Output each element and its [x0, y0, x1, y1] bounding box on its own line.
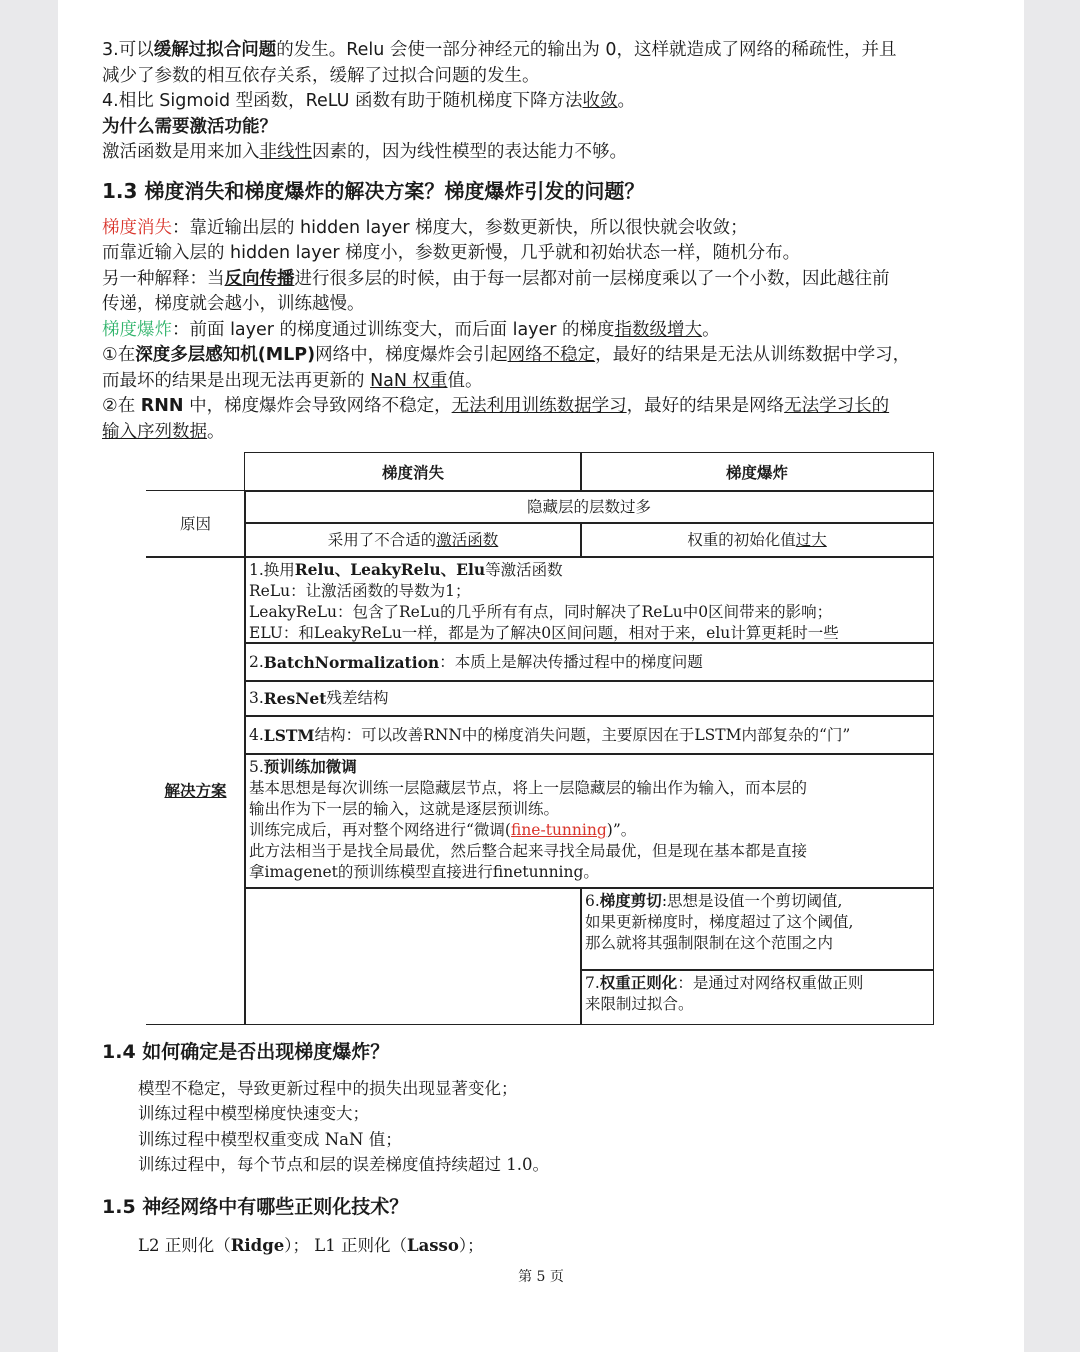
bold-text: Relu、LeakyRelu、Elu — [294, 560, 486, 579]
text: 3.可以 — [102, 40, 154, 60]
text: ELU：和LeakyReLu一样，都是为了解决0区间问题，相对于来，elu计算更耗时一些 — [249, 624, 839, 642]
case-1 — [102, 343, 982, 369]
link-too-large[interactable]: 过大 — [795, 530, 827, 549]
cause-shared: 隐藏层的层数过多 — [244, 490, 934, 524]
header-explode: 梯度爆炸 — [580, 452, 934, 492]
link-sequence-data[interactable]: 输入序列数据 — [102, 421, 207, 442]
section-heading-1-4: 1.4 如何确定是否出现梯度爆炸？ — [102, 1041, 390, 1063]
solution-3 — [244, 680, 934, 717]
link-exponential[interactable]: 指数级增大 — [614, 319, 703, 340]
text: 网络中，梯度爆炸会引起 — [315, 345, 508, 365]
link-long-input[interactable]: 无法学习长的 — [784, 396, 890, 416]
text: 中，梯度爆炸会导致网络不稳定， — [183, 396, 452, 416]
text: 进行很多层的时候，由于每一层都对前一层梯度乘以了一个小数，因此越往前 — [294, 268, 890, 289]
explode-label: 梯度爆炸 — [102, 319, 172, 340]
solution-6 — [580, 887, 934, 971]
link-nan-weight[interactable]: NaN 权重 — [370, 370, 448, 391]
cause-vanish — [244, 522, 582, 558]
bold-text: 预训练加微调 — [263, 757, 357, 776]
vanish-line-4: 传递，梯度就会越小，训练越慢。 — [102, 294, 365, 314]
solution-2 — [244, 642, 934, 682]
solution-label — [146, 556, 246, 1025]
text: 7. — [585, 974, 600, 992]
page-number: 第 5 页 — [518, 1269, 564, 1285]
cause-label: 原因 — [146, 490, 246, 558]
section-1-5 — [102, 1195, 982, 1258]
text: 4.相比 Sigmoid 型函数，ReLU 函数有助于随机梯度下降方法 — [102, 91, 583, 111]
list-item: 训练过程中，每个节点和层的误差梯度值持续超过 1.0。 — [138, 1155, 549, 1174]
para-4 — [102, 89, 982, 115]
text: ②在 — [102, 396, 141, 416]
text: ：前面 layer 的梯度通过训练变大，而后面 layer 的梯度 — [172, 319, 615, 340]
document-page — [58, 0, 1024, 1352]
list-item: 模型不稳定，导致更新过程中的损失出现显著变化； — [138, 1078, 518, 1098]
bold-text: Ridge — [230, 1235, 285, 1255]
text: LeakyReLu：包含了ReLu的几乎所有有点，同时解决了ReLu中0区间带来的影响； — [249, 603, 833, 621]
bold-text: 权重正则化 — [599, 973, 678, 992]
link-nonlinear[interactable]: 非线性 — [259, 142, 312, 162]
solution-4 — [244, 715, 934, 755]
bold-text: 缓解过拟合问题 — [153, 40, 277, 60]
text: 值。 — [447, 370, 483, 391]
case-2-cont — [102, 420, 982, 446]
text: ：是通过对网络权重做正则 — [677, 974, 864, 992]
comparison-table — [146, 452, 934, 1025]
text: 的发生。Relu 会使一部分神经元的输出为 0，这样就造成了网络的稀疏性，并且 — [276, 40, 897, 60]
text: 残差结构 — [326, 689, 389, 707]
list-item: 训练过程中模型梯度快速变大； — [138, 1104, 369, 1123]
para-3-cont: 减少了参数的相互依存关系，缓解了过拟合问题的发生。 — [102, 65, 540, 86]
text: ，最好的结果是无法从训练数据中学习， — [595, 345, 911, 365]
text: 采用了不合适的 — [327, 530, 437, 549]
text: 等激活函数 — [485, 561, 563, 579]
text: 3. — [249, 689, 264, 707]
check-list — [102, 1076, 982, 1178]
solution-1 — [244, 556, 934, 644]
text: ReLu：让激活函数的导数为1； — [249, 582, 471, 600]
list-item: 训练过程中模型权重变成 NaN 值； — [138, 1129, 402, 1149]
text: 结构：可以改善RNN中的梯度消失问题，主要原因在于LSTM内部复杂的“门” — [314, 725, 851, 744]
cause-explode — [580, 522, 934, 558]
bold-text: LSTM — [263, 725, 315, 745]
text: 激活函数是用来加入 — [102, 142, 260, 162]
bold-text: RNN — [140, 396, 184, 416]
question-title: 为什么需要激活功能？ — [102, 116, 277, 137]
text: 6. — [585, 892, 600, 910]
solution-7 — [580, 969, 934, 1025]
regularization-line — [102, 1233, 982, 1259]
text: )”。 — [606, 821, 637, 839]
vanish-line — [102, 216, 982, 242]
section-heading-1-5: 1.5 神经网络中有哪些正则化技术？ — [102, 1196, 409, 1218]
question-answer — [102, 140, 982, 166]
solution-label-text: 解决方案 — [164, 781, 227, 800]
text: 基本思想是每次训练一层隐藏层节点，将上一层隐藏层的输出作为输入，而本层的 — [249, 779, 808, 797]
text: ：靠近输出层的 hidden layer 梯度大，参数更新快，所以很快就会收敛； — [172, 217, 748, 238]
text: 输出作为下一层的输入，这就是逐层预训练。 — [249, 800, 560, 818]
link-cannot-learn[interactable]: 无法利用训练数据学习 — [451, 396, 627, 416]
solution-5 — [244, 753, 934, 889]
vanish-label: 梯度消失 — [102, 217, 172, 238]
bold-text: Lasso — [406, 1235, 459, 1255]
section-heading-1-3: 1.3 梯度消失和梯度爆炸的解决方案？梯度爆炸引发的问题？ — [102, 178, 645, 203]
text: 。 — [617, 91, 636, 111]
text: 那么就将其强制限制在这个范围之内 — [585, 934, 834, 952]
link-backprop[interactable]: 反向传播 — [224, 268, 295, 289]
link-activation[interactable]: 激活函数 — [436, 530, 499, 549]
text: 5. — [249, 758, 264, 776]
para-3 — [102, 38, 982, 64]
text: 拿imagenet的预训练模型直接进行finetunning。 — [249, 863, 599, 881]
empty-cell — [244, 887, 582, 1025]
vanish-line-2: 而靠近输入层的 hidden layer 梯度小，参数更新慢，几乎就和初始状态一样，随机分布。 — [102, 243, 801, 263]
case-1-cont — [102, 369, 982, 395]
link-convergence[interactable]: 收敛 — [582, 91, 618, 111]
text: 如果更新梯度时，梯度超过了这个阈值, — [585, 913, 854, 931]
link-unstable[interactable]: 网络不稳定 — [507, 345, 596, 365]
text: 4. — [249, 725, 264, 744]
text: ①在 — [102, 345, 136, 365]
bold-text: 深度多层感知机(MLP) — [135, 345, 316, 365]
bold-text: 梯度剪切 — [599, 891, 662, 910]
text: ：本质上是解决传播过程中的梯度问题 — [439, 652, 703, 671]
text: 因素的，因为线性模型的表达能力不够。 — [312, 142, 627, 162]
text: 来限制过拟合。 — [585, 995, 694, 1013]
text: 另一种解释：当 — [102, 268, 225, 289]
link-fine-tuning[interactable]: fine-tunning — [510, 821, 607, 839]
text: 2. — [249, 652, 264, 671]
bold-text: ResNet — [263, 689, 327, 708]
header-vanish: 梯度消失 — [244, 452, 582, 492]
text: L2 正则化（ — [138, 1235, 231, 1255]
text: 。 — [207, 421, 225, 442]
text: 。 — [702, 319, 720, 340]
section-1-4 — [102, 1040, 982, 1178]
page-content — [102, 38, 982, 445]
vanish-line-3 — [102, 267, 982, 293]
text: ）； — [458, 1235, 484, 1255]
text: 权重的初始化值 — [687, 530, 796, 549]
text: 1.换用 — [249, 561, 295, 579]
case-2 — [102, 394, 982, 420]
bold-text: BatchNormalization — [263, 652, 440, 672]
text: ，最好的结果是网络 — [626, 396, 785, 416]
text: :思想是设值一个剪切阈值, — [661, 892, 843, 910]
text: 而最坏的结果是出现无法再更新的 — [102, 370, 371, 391]
explode-line — [102, 318, 982, 344]
text: 训练完成后，再对整个网络进行“微调( — [249, 821, 511, 839]
text: 此方法相当于是找全局最优，然后整合起来寻找全局最优，但是现在基本都是直接 — [249, 842, 808, 860]
text: ）； L1 正则化（ — [284, 1235, 407, 1255]
